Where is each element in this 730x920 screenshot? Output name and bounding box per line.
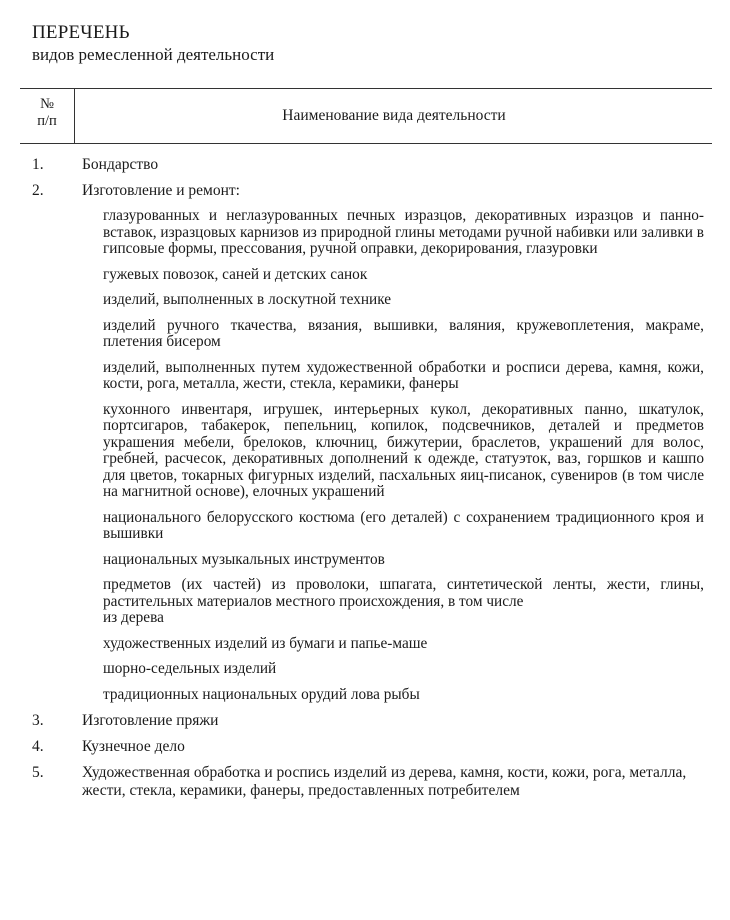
list-item: [0, 738, 730, 756]
activity-list: [0, 156, 730, 808]
sub-item: изделий, выполненных путем художественной обработки и росписи дерева, камня, кожи, кости, рога, металла, жести, стекла, керамики, фанеры: [103, 358, 704, 392]
document-title: ПЕРЕЧЕНЬ: [32, 22, 130, 43]
column-header-number-abbr: п/п: [37, 113, 57, 129]
sub-item: глазурованных и неглазурованных печных изразцов, декоративных изразцов и панно-вставок, изразцовых карнизов из природной глины методами ручной набивки или заливки в гипсовые формы, прессования, ручной оправки, декорирования, глазуровки: [103, 207, 704, 257]
column-header-number-sign: №: [40, 96, 54, 112]
document-heading: [32, 22, 274, 66]
sub-item: изделий, выполненных в лоскутной технике: [103, 291, 392, 308]
list-item: [0, 182, 730, 200]
list-item: [0, 712, 730, 730]
item-text: Бондарство: [82, 156, 159, 173]
table-header: [20, 88, 712, 144]
sub-item: шорно-седельных изделий: [103, 660, 277, 677]
item-number: 2.: [32, 182, 44, 199]
column-header-number: [20, 89, 75, 143]
sub-list: [0, 208, 730, 703]
item-text: Изготовление и ремонт:: [82, 182, 240, 199]
list-item: [0, 156, 730, 174]
item-number: 3.: [32, 712, 44, 729]
sub-item: предметов (их частей) из проволоки, шпагата, синтетической ленты, жести, глины, растительных материалов местного происхождения, в том числе: [103, 576, 704, 610]
sub-item: художественных изделий из бумаги и папье-маше: [103, 634, 428, 652]
sub-item: из дерева: [103, 609, 164, 626]
item-text: Художественная обработка и роспись изделий из дерева, камня, кости, кожи, рога, металла, жести, стекла, керамики, фанеры, предоставленных потребителем: [82, 764, 687, 799]
sub-item: национального белорусского костюма (его деталей) с сохранением традиционного кроя и вышивки: [103, 508, 704, 542]
item-text: Изготовление пряжи: [82, 712, 219, 729]
sub-item: изделий ручного ткачества, вязания, вышивки, валяния, кружевоплетения, макраме, плетения бисером: [103, 316, 704, 350]
sub-item: традиционных национальных орудий лова рыбы: [103, 685, 420, 703]
item-number: 1.: [32, 156, 44, 173]
list-item: [0, 764, 730, 800]
sub-item: гужевых повозок, саней и детских санок: [103, 265, 368, 283]
sub-item: кухонного инвентаря, игрушек, интерьерных кукол, декоративных панно, шкатулок, портсигаров, табакерок, пепельниц, копилок, подсвечников, деталей и предметов украшения мебели, брелоков, ключниц, бижутерии, браслетов, украшений для волос, гребней, расчесок, декоративных дополнений к одежде, статуэток, ваз, горшков и кашпо для цветов, токарных фигурных изделий, пасхальных яиц-писанок, сувениров (в том числе на магнитной основе), елочных украшений: [103, 400, 704, 500]
column-header-name: Наименование вида деятельности: [282, 107, 506, 124]
sub-item: национальных музыкальных инструментов: [103, 550, 385, 568]
item-number: 4.: [32, 738, 44, 755]
document-subtitle: видов ремесленной деятельности: [32, 45, 275, 64]
item-number: 5.: [32, 764, 44, 781]
item-text: Кузнечное дело: [82, 738, 185, 755]
